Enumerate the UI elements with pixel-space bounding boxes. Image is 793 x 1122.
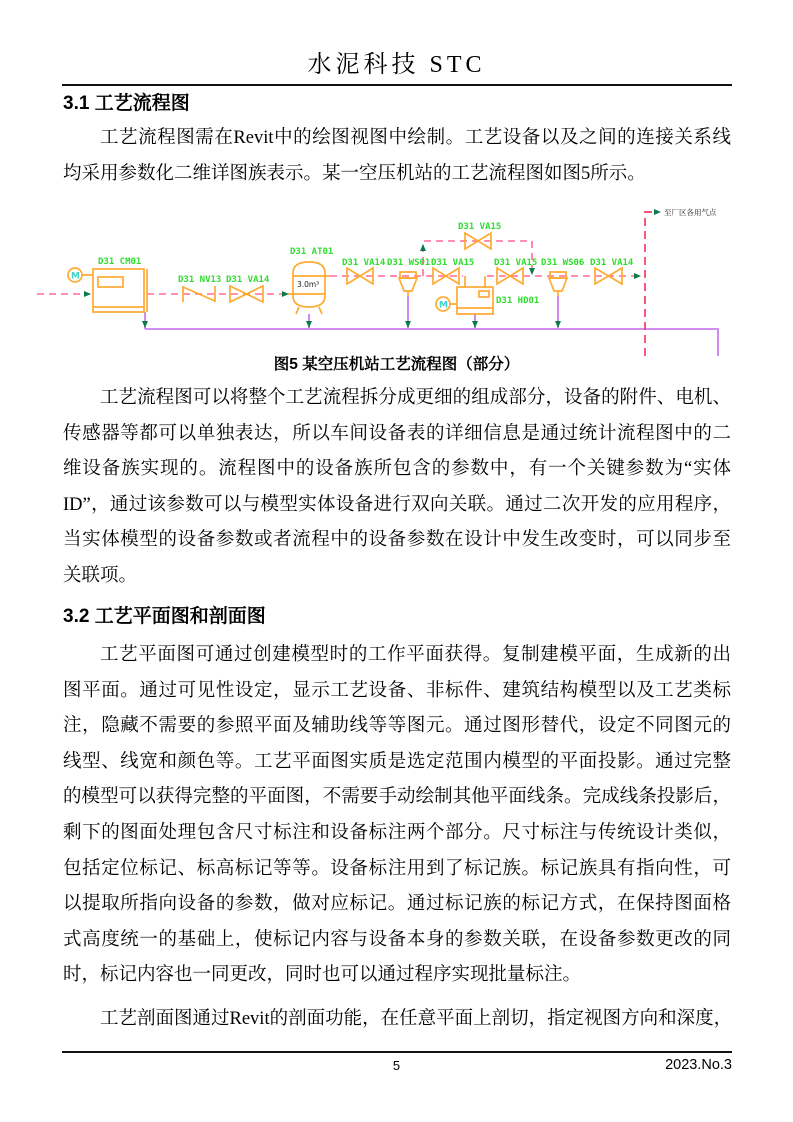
- dryer-panel: [479, 291, 489, 297]
- flow-arrow: [142, 321, 148, 328]
- paragraph-line: 工艺流程图需在Revit中的绘图视图中绘制。工艺设备以及之间的连接关系线: [100, 128, 731, 148]
- motor-label: M: [71, 271, 80, 282]
- flow-arrow: [472, 321, 478, 328]
- footer-issue: 2023.No.3: [665, 1057, 732, 1073]
- compressor-body: [93, 269, 144, 312]
- flow-arrow: [529, 268, 535, 275]
- paragraph-line: 包括定位标记、标高标记等等。设备标注用到了标记族。标记族具有指向性，可: [63, 858, 731, 879]
- equipment-label: D31 VA14: [590, 258, 634, 268]
- paragraph-line: 式高度统一的基础上，使标记内容与设备本身的参数关联，在设备参数更改的同: [63, 929, 731, 950]
- footer-rule: [62, 1051, 732, 1053]
- destination-label: 至厂区各用气点: [664, 208, 717, 217]
- paragraph-line: 当实体模型的设备参数或者流程中的设备参数在设计中发生改变时，可以同步至: [63, 530, 731, 551]
- flow-arrow: [420, 244, 426, 251]
- motor-label: M: [439, 300, 448, 311]
- paragraph-line: 工艺剖面图通过Revit的剖面功能，在任意平面上剖切，指定视图方向和深度，: [100, 1009, 733, 1029]
- equipment-label: D31 HD01: [496, 296, 540, 306]
- paragraph-line: 线型、线宽和颜色等。工艺平面图实质是选定范围内模型的平面投影。通过完整: [63, 751, 731, 772]
- process-flow-diagram: [30, 197, 790, 363]
- paragraph-4: [63, 1002, 731, 1038]
- equipment-label: D31 AT01: [290, 247, 334, 257]
- paragraph-line: 的模型可以获得完整的平面图，不需要手动绘制其他平面线条。完成线条投影后，: [63, 787, 731, 808]
- section-heading-3-2: 3.2 工艺平面图和剖面图: [63, 606, 266, 627]
- equipment-label: D31 VA14: [342, 258, 386, 268]
- header-rule: [62, 84, 732, 86]
- compressor-panel: [98, 277, 123, 287]
- paragraph-line: 图平面。通过可见性设定，显示工艺设备、非标件、建筑结构模型以及工艺类标: [63, 680, 731, 701]
- paragraph-line: 时，标记内容也一同更改，同时也可以通过程序实现批量标注。: [63, 965, 582, 986]
- paragraph-line: 工艺流程图可以将整个工艺流程拆分成更细的组成部分，设备的附件、电机、: [100, 388, 731, 408]
- separator-cap: [550, 272, 566, 278]
- riser-line: [645, 212, 654, 356]
- equipment-label: D31 WS01: [387, 258, 431, 268]
- paragraph-line: 传感器等都可以单独表达，所以车间设备表的详细信息是通过统计流程图中的二: [63, 423, 731, 444]
- paragraph-line: 工艺平面图可通过创建模型时的工作平面获得。复制建模平面，生成新的出: [100, 645, 731, 665]
- paragraph-line: 剩下的图面处理包含尺寸标注和设备标注两个部分。尺寸标注与传统设计类似，: [63, 822, 731, 843]
- equipment-label: D31 VA15: [494, 258, 538, 268]
- flow-arrow: [634, 273, 641, 279]
- flow-arrow: [306, 321, 312, 328]
- section-heading-3-1: 3.1 工艺流程图: [63, 93, 190, 114]
- equipment-label: D31 WS06: [541, 258, 585, 268]
- equipment-label: D31 VA15: [458, 222, 502, 232]
- flow-arrow: [282, 291, 289, 297]
- footer-page-number: 5: [392, 1058, 401, 1073]
- paragraph-line: 均采用参数化二维详图族表示。某一空压机站的工艺流程图如图5所示。: [63, 163, 646, 184]
- journal-title: 水泥科技 STC: [307, 52, 486, 78]
- flow-arrow: [654, 209, 661, 215]
- paragraph-1: [63, 121, 731, 192]
- paragraph-line: 关联项。: [63, 565, 138, 586]
- paragraph-line: 以提取所指向设备的参数，做对应标记。通过标记族的标记方式，在保持图面格: [63, 894, 731, 915]
- paragraph-3: [63, 638, 731, 994]
- paragraph-2: [63, 381, 731, 595]
- separator-cap: [400, 272, 416, 278]
- separator-body: [399, 278, 417, 291]
- paragraph-line: 维设备族实现的。流程图中的设备族所包含的参数中，有一个关键参数为“实体: [63, 459, 731, 480]
- tank-volume-label: 3.0m³: [297, 280, 320, 289]
- equipment-label: D31 NV13: [178, 275, 222, 285]
- equipment-label: D31 VA15: [431, 258, 475, 268]
- equipment-label: D31 VA14: [226, 275, 270, 285]
- separator-body: [549, 278, 567, 291]
- paragraph-line: 注，隐藏不需要的参照平面及辅助线等等图元。通过图形替代，设定不同图元的: [63, 716, 731, 737]
- equipment-label: D31 CM01: [98, 257, 142, 267]
- flow-arrow: [555, 321, 561, 328]
- flow-arrow: [84, 291, 91, 297]
- paragraph-line: ID”，通过该参数可以与模型实体设备进行双向关联。通过二次开发的应用程序，: [63, 494, 731, 515]
- tank-legs: [296, 307, 322, 314]
- figure-caption: 图5 某空压机站工艺流程图（部分）: [273, 356, 520, 373]
- flow-arrow: [405, 321, 411, 328]
